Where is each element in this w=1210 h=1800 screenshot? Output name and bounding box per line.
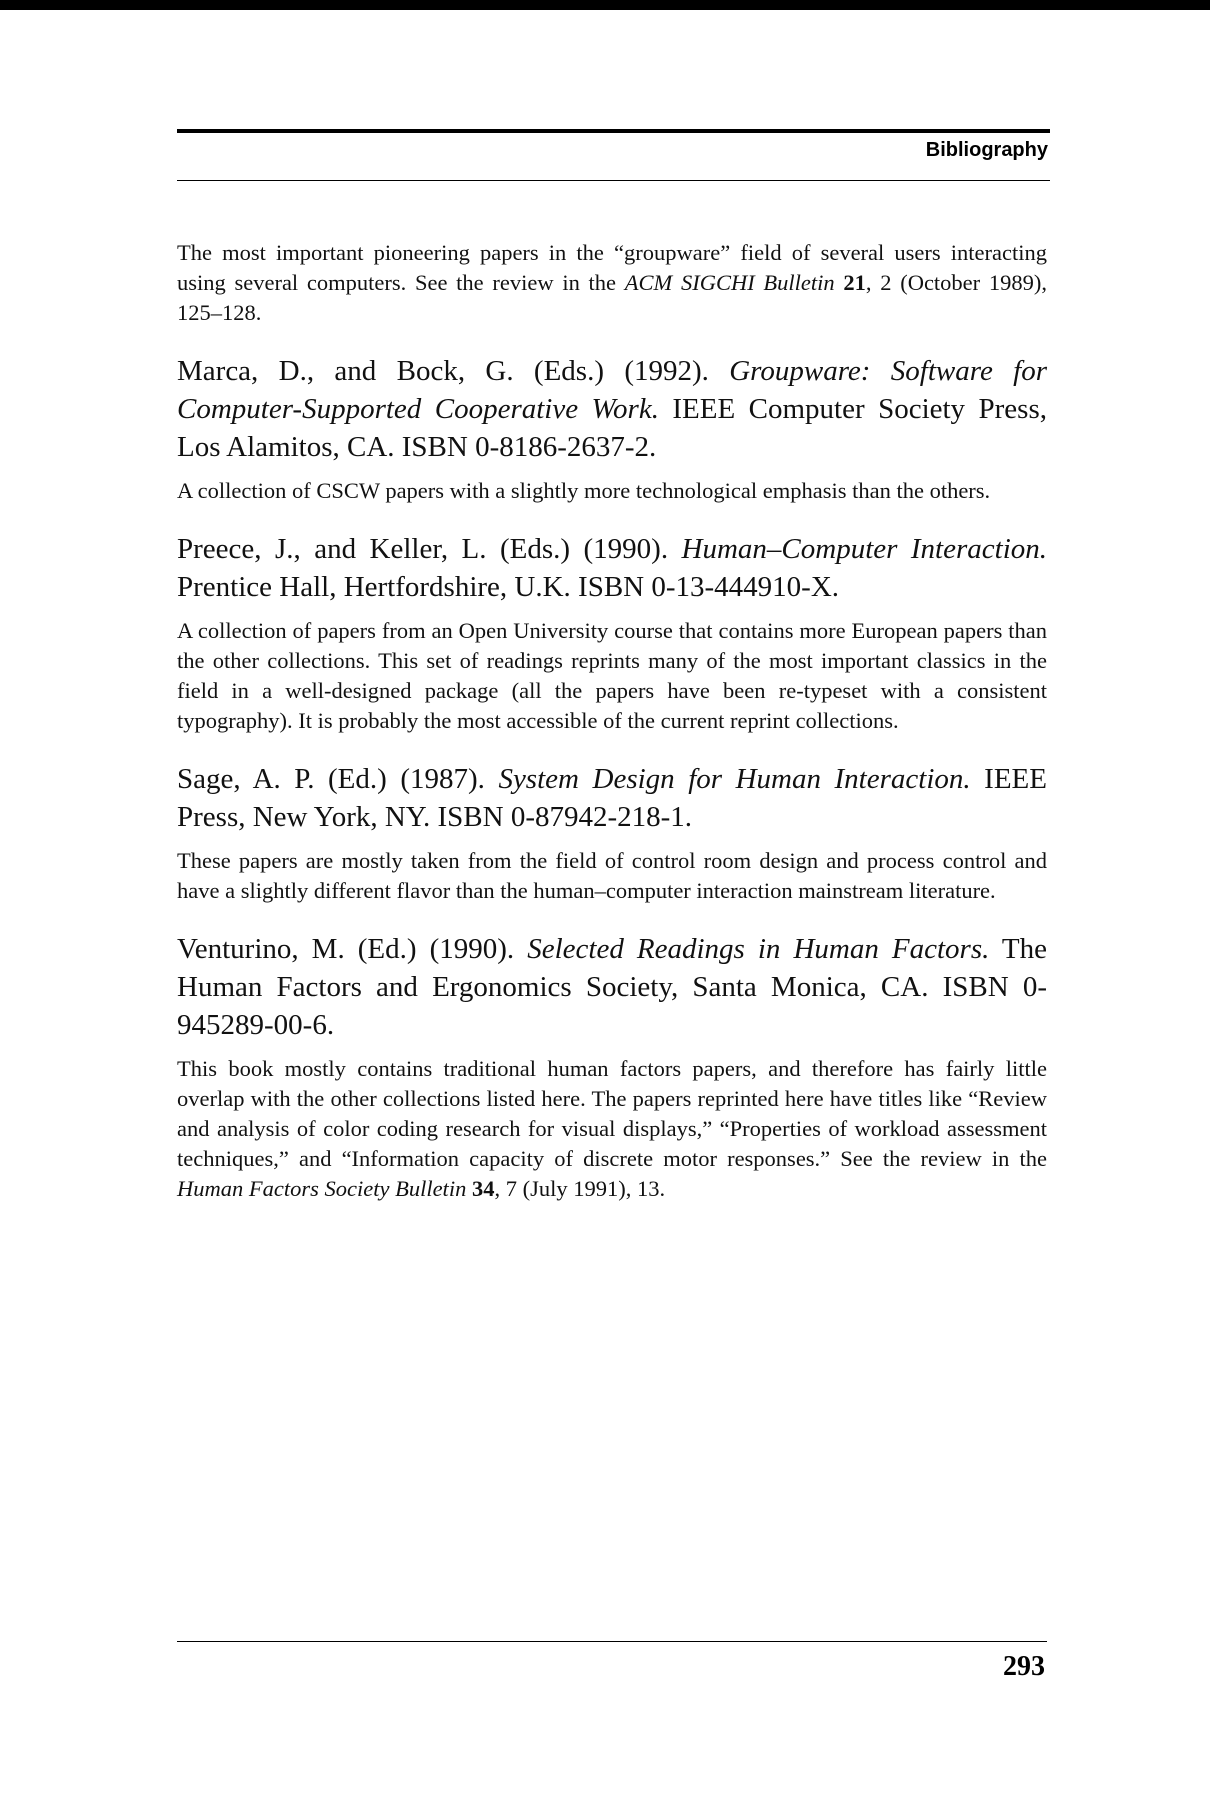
spacer (177, 466, 1047, 476)
scan-top-border (0, 0, 1210, 10)
bibliography-body (177, 238, 1047, 1204)
intro-text-c: , 2 (October 1989), 125–128. (177, 270, 1047, 325)
intro-text-a: The most important pioneering papers in the “groupware” field of several users interacting using several computers. See the review in the (177, 240, 1047, 295)
header-rule-thick (177, 129, 1050, 133)
spacer (177, 736, 1047, 760)
entry-authors: Marca, D., and Bock, G. (Eds.) (1992). (177, 355, 730, 387)
spacer (177, 606, 1047, 616)
entry-authors: Sage, A. P. (Ed.) (1987). (177, 763, 499, 795)
bibliography-entry-sage (177, 760, 1047, 836)
spacer (177, 1044, 1047, 1054)
entry-publisher: IEEE Press, New York, NY. ISBN 0-87942-218-1. (177, 763, 1047, 833)
intro-annotation (177, 238, 1047, 328)
page-number: 293 (1003, 1651, 1045, 1682)
annotation-volume: 34 (471, 1176, 495, 1201)
bibliography-entry-preece (177, 530, 1047, 606)
header-rule-thin (177, 180, 1050, 181)
running-head: Bibliography (925, 139, 1048, 161)
footer-rule (177, 1641, 1047, 1642)
entry-publisher: The Human Factors and Ergonomics Society, Santa Monica, CA. ISBN 0-945289-00-6. (177, 933, 1047, 1041)
entry-authors: Venturino, M. (Ed.) (1990). (177, 933, 528, 965)
intro-volume: 21 (843, 270, 866, 295)
bibliography-entry-venturino (177, 930, 1047, 1044)
annotation-journal-title: Human Factors Society Bulletin (177, 1176, 467, 1201)
entry-title: Groupware: Software for Computer-Supported Cooperative Work. (177, 355, 1047, 425)
entry-title: Human–Computer Interaction. (681, 533, 1047, 565)
bibliography-entry-marca (177, 352, 1047, 466)
entry-publisher: Prentice Hall, Hertfordshire, U.K. ISBN 0-13-444910-X. (177, 571, 840, 603)
entry-authors: Preece, J., and Keller, L. (Eds.) (1990). (177, 533, 682, 565)
annotation-text-c: , 7 (July 1991), 13. (494, 1176, 666, 1201)
entry-annotation-marca: A collection of CSCW papers with a slightly more technological emphasis than the others. (177, 478, 991, 503)
spacer (177, 906, 1047, 930)
spacer (177, 328, 1047, 352)
entry-title: Selected Readings in Human Factors. (527, 933, 990, 965)
annotation-text-a: This book mostly contains traditional human factors papers, and therefore has fairly little overlap with the other collections listed here. The papers reprinted here have titles like “Review and analysis of color coding research for visual displays,” “Properties of workload assessment techniques,” and “Information capacity of discrete motor responses.” See the review in the (177, 1056, 1047, 1171)
entry-annotation-sage: These papers are mostly taken from the field of control room design and process control and have a slightly different flavor than the human–computer interaction mainstream literature. (177, 848, 1047, 903)
spacer (177, 506, 1047, 530)
entry-publisher: IEEE Computer Society Press, Los Alamitos, CA. ISBN 0-8186-2637-2. (177, 393, 1047, 463)
entry-annotation-preece: A collection of papers from an Open University course that contains more European papers than the other collections. This set of readings reprints many of the most important classics in the field in a well-designed package (all the papers have been re-typeset with a consistent typography). It is probably the most accessible of the current reprint collections. (177, 618, 1047, 733)
spacer (177, 836, 1047, 846)
intro-journal-title: ACM SIGCHI Bulletin (624, 270, 835, 295)
entry-title: System Design for Human Interaction. (498, 763, 971, 795)
entry-annotation-venturino (177, 1054, 1047, 1204)
